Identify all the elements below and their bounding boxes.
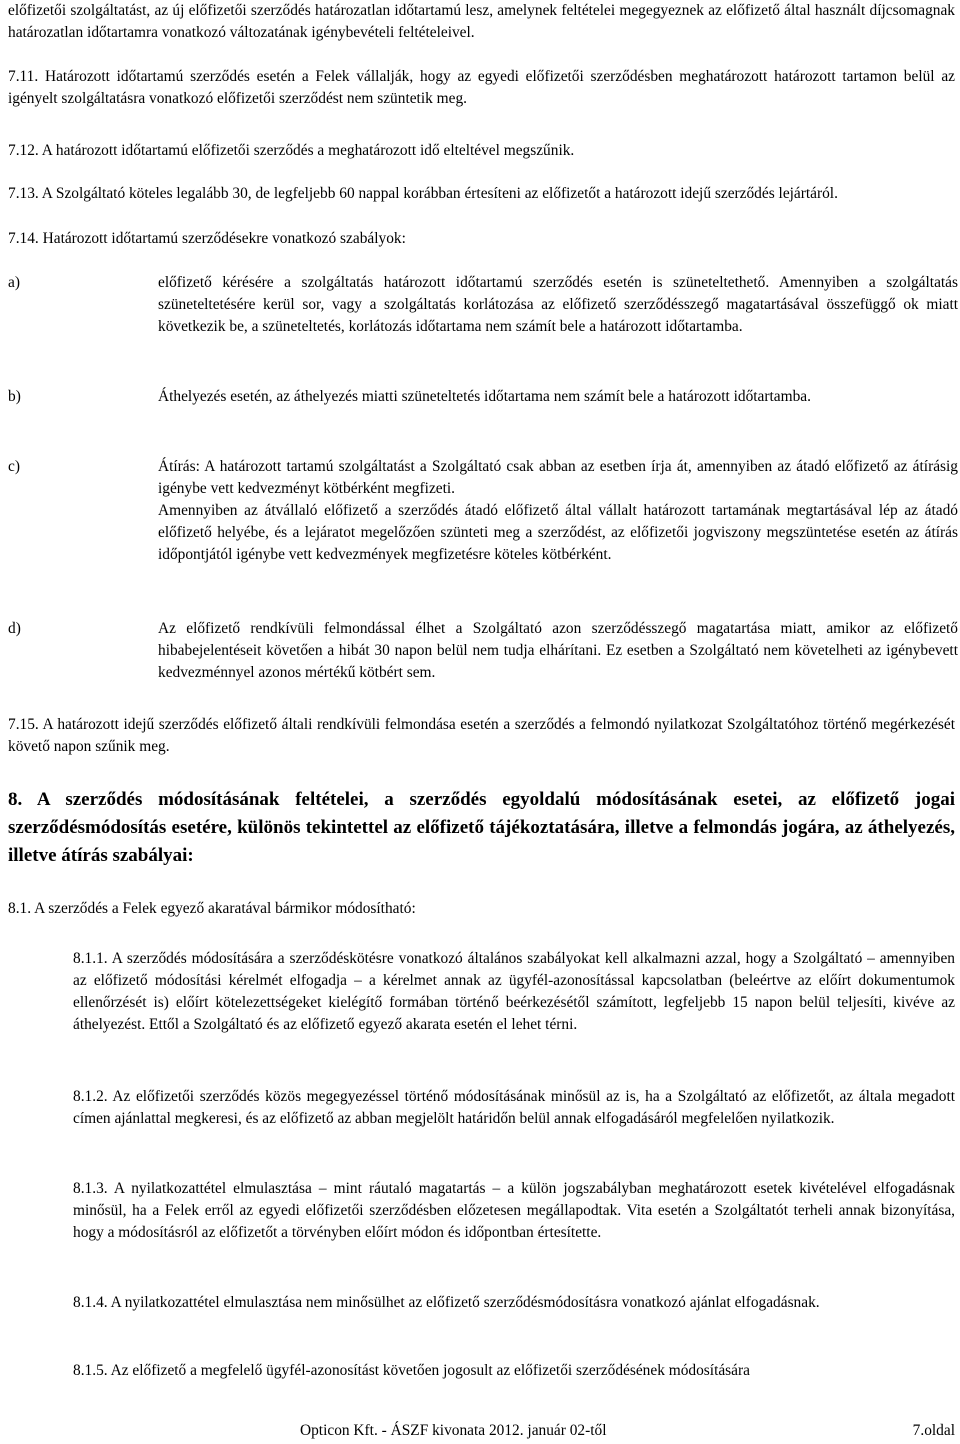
list-marker: c) (8, 458, 20, 475)
subsection-8-1-4: 8.1.4. A nyilatkozattétel elmulasztása nem minősülhet az előfizető szerződésmódosításra vonatkozó ajánlat elfogadásnak. (73, 1294, 820, 1311)
subsection-8-1-5: 8.1.5. Az előfizető a megfelelő ügyfél-azonosítást követően jogosult az előfizetői szerződésének módosítására (73, 1362, 750, 1379)
paragraph-7-12: 7.12. A határozott időtartamú előfizetői szerződés a meghatározott idő elteltével megszűnik. (8, 142, 575, 159)
subsection-8-1-3: 8.1.3. A nyilatkozattétel elmulasztása – mint ráutaló magatartás – a külön jogszabályban meghatározott esetek kivételével elfogadásnak minősül, ha a Felek erről az egyedi előfizetői szerződésben előzetesen megállapodtak. Vita esetén a Szolgáltatót terheli annak bizonyítása, hogy a módosításról az előfizetőt a törvényben előírt módon és időpontban értesítette. (73, 1180, 955, 1241)
list-item-text-continued: Amennyiben az átvállaló előfizető a szerződés átadó előfizető által vállalt határozott tartamának megtartásával lép az átadó előfizető helyébe, és a lejáratot megelőzően szünteti meg a szerződést, az előfizetői jogviszony megszüntetése esetén az átírás időpontjától igénybe vett kedvezmények megfizetésre köteles kötbérként. (158, 502, 958, 563)
list-item-b (8, 386, 958, 408)
list-marker: b) (8, 388, 21, 405)
list-item-text: Átírás: A határozott tartamú szolgáltatást a Szolgáltató csak abban az esetben írja át, amennyiben az átadó előfizető az átírásig igénybe vett kedvezményt kötbérként megfizeti. (158, 458, 958, 497)
paragraph-7-15: 7.15. A határozott idejű szerződés előfizető általi rendkívüli felmondása esetén a szerződés a felmondó nyilatkozat Szolgáltatóhoz történő megérkezését követő napon szűnik meg. (8, 716, 955, 755)
section-8-heading: 8. A szerződés módosításának feltételei, a szerződés egyoldalú módosításának esetei, az előfizető jogai szerződésmódosítás esetére, különös tekintettel az előfizető tájékoztatására, illetve a felmondás jogára, az áthelyezés, illetve átírás szabályai: (8, 789, 955, 866)
paragraph-7-13: 7.13. A Szolgáltató köteles legalább 30, de legfeljebb 60 nappal korábban értesíteni az előfizetőt a határozott idejű szerződés lejártáról. (8, 185, 838, 202)
paragraph-intro: előfizetői szolgáltatást, az új előfizetői szerződés határozatlan időtartamú lesz, amelynek feltételei megegyeznek az előfizető által használt díjcsomagnak határozatlan időtartamra vonatkozó változatának igénybevételi feltételeivel. (8, 2, 955, 41)
list-item-d (8, 618, 958, 684)
subsection-8-1-2: 8.1.2. Az előfizetői szerződés közös megegyezéssel történő módosításának minősül az is, ha a Szolgáltató az előfizetőt, az általa megadott címen ajánlattal megkeresi, és az előfizető az abban megjelölt határidőn belül annak elfogadásáról megfelelően nyilatkozik. (73, 1088, 955, 1127)
paragraph-8-1: 8.1. A szerződés a Felek egyező akaratával bármikor módosítható: (8, 900, 416, 917)
list-item-a (8, 272, 958, 338)
paragraph-7-11: 7.11. Határozott időtartamú szerződés esetén a Felek vállalják, hogy az egyedi előfizetői szerződésben meghatározott határozott tartamon belül az igényelt szolgáltatásra vonatkozó előfizetői szerződést nem szüntetik meg. (8, 68, 955, 107)
list-item-c (8, 456, 958, 566)
list-item-text: Áthelyezés esetén, az áthelyezés miatti szüneteltetés időtartama nem számít bele a határozott időtartamba. (158, 388, 811, 405)
paragraph-7-14: 7.14. Határozott időtartamú szerződésekre vonatkozó szabályok: (8, 230, 406, 247)
list-item-text: előfizető kérésére a szolgáltatás határozott időtartamú szerződés esetén is szüneteltethető. Amennyiben a szolgáltatás szüneteltetésére kerül sor, vagy a szolgáltatás korlátozása az előfizető szerződésszegő magatartásával összefüggő ok miatt következik be, a szüneteltetés, korlátozás időtartama nem számít bele a határozott időtartamba. (158, 274, 958, 335)
footer-title: Opticon Kft. - ÁSZF kivonata 2012. január 02-től (300, 1422, 607, 1439)
list-marker: a) (8, 274, 20, 291)
subsection-8-1-1: 8.1.1. A szerződés módosítására a szerződéskötésre vonatkozó általános szabályokat kell alkalmazni azzal, hogy a Szolgáltató – amennyiben az előfizető módosítási kérelmét elfogadja – a kérelmet annak az ügyfél-azonosítással kapcsolatban (beleértve az előírt dokumentumok ellenőrzését is) előírt kötelezettségeket kielégítő formában történő beérkezésétől számított, legfeljebb 15 napon belül teljesíti, kivéve az áthelyezést. Ettől a Szolgáltató és az előfizető egyező akarata esetén el lehet térni. (73, 950, 955, 1033)
list-marker: d) (8, 620, 21, 637)
page-number: 7.oldal (912, 1422, 955, 1439)
list-item-text: Az előfizető rendkívüli felmondással élhet a Szolgáltató azon szerződésszegő magatartása miatt, amikor az előfizető hibabejelentéseit követően a hibát 30 napon belül nem tudja elhárítani. Ez esetben a Szolgáltató nem követelheti az igénybevett kedvezménnyel azonos mértékű kötbért sem. (158, 620, 958, 681)
